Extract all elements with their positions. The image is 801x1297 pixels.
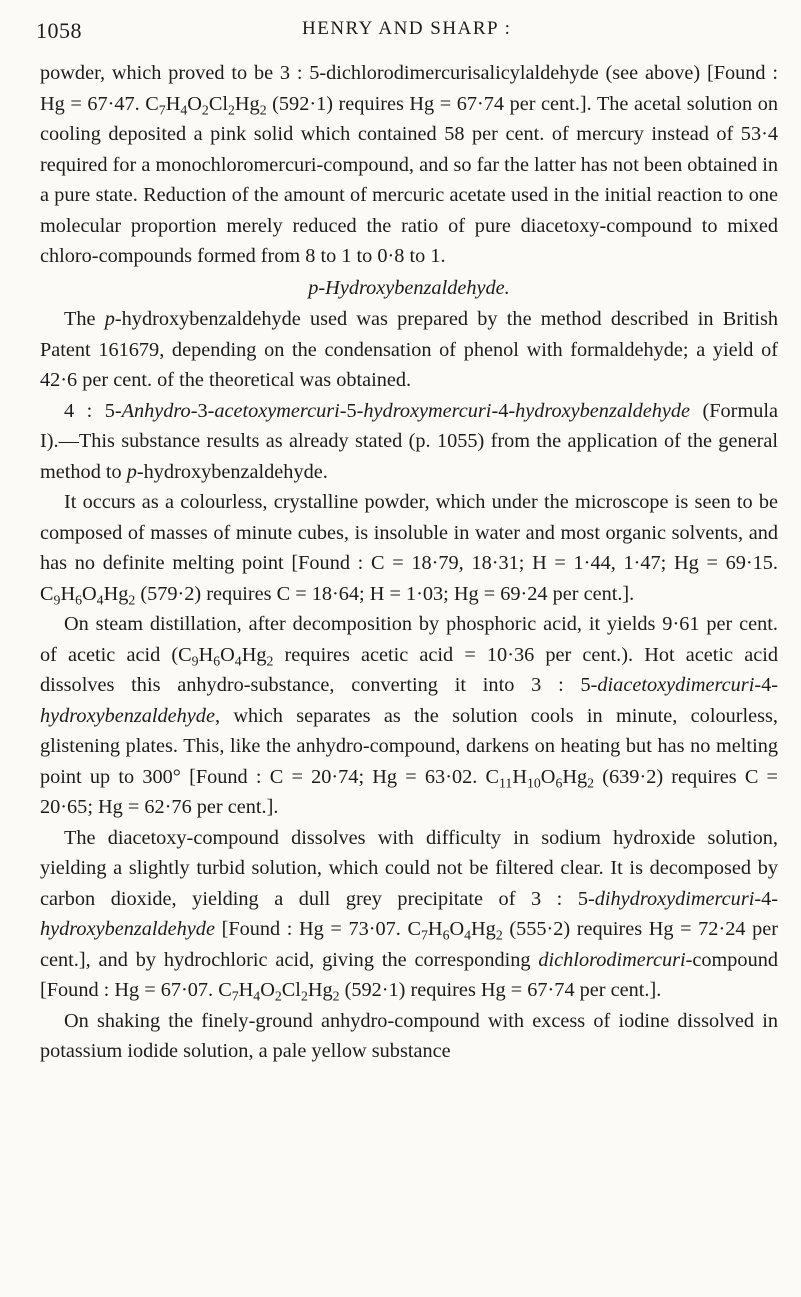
text-run: -4- bbox=[491, 399, 516, 422]
text-run: O bbox=[220, 643, 235, 666]
text-run: The diacetoxy-compound dissolves with difficulty in sodium hydroxide solution, yielding a slightly turbid solution, which could not be filtered clear. It is decomposed by carbon dioxide, yielding a dull grey precipitate of 3 : 5- bbox=[40, 826, 778, 910]
subscript: 10 bbox=[527, 774, 541, 790]
text-run: O bbox=[187, 92, 202, 115]
subscript: 2 bbox=[201, 101, 209, 117]
subscript: 7 bbox=[421, 927, 428, 943]
italic-run: dihydroxydimercuri bbox=[594, 887, 755, 910]
italic-run: p bbox=[126, 460, 137, 483]
text-run: (639·2) requires C = 20·65; Hg = 62·76 per cent.]. bbox=[40, 765, 778, 818]
text-run: (Formula I).—This substance results as already stated (p. 1055) from the application of the general method to bbox=[40, 399, 778, 483]
italic-run: hydroxybenzaldehyde bbox=[40, 918, 215, 940]
subscript: 7 bbox=[231, 988, 239, 1004]
text-run: -5- bbox=[339, 399, 364, 422]
subscript: 4 bbox=[253, 988, 261, 1004]
paragraph-sodium-hydroxide bbox=[40, 823, 778, 1006]
paragraph-preparation bbox=[40, 304, 778, 396]
subscript: 9 bbox=[191, 652, 199, 668]
subscript: 2 bbox=[587, 774, 595, 790]
text-run: O bbox=[260, 979, 275, 1001]
page-number: 1058 bbox=[36, 18, 82, 43]
text-run: The bbox=[64, 308, 105, 330]
subscript: 6 bbox=[555, 774, 563, 790]
text-run: -4- bbox=[754, 674, 778, 696]
italic-run: p bbox=[104, 308, 115, 330]
subscript: 2 bbox=[266, 652, 274, 668]
subscript: 7 bbox=[158, 101, 166, 117]
subscript: 6 bbox=[75, 591, 82, 607]
text-run: -3- bbox=[190, 399, 215, 422]
subscript: 2 bbox=[274, 988, 282, 1004]
running-title: HENRY AND SHARP : bbox=[302, 18, 512, 39]
italic-run: diacetoxydimercuri bbox=[597, 674, 755, 696]
text-run: H bbox=[512, 765, 527, 788]
text-run: (555·2) requires Hg = 72·24 per cent.], and by hydrochloric acid, giving the corresponding bbox=[40, 918, 778, 971]
subscript: 11 bbox=[499, 774, 513, 790]
italic-run: hydroxybenzaldehyde bbox=[515, 399, 691, 422]
text-run: H bbox=[198, 643, 214, 666]
article-body bbox=[40, 58, 778, 1067]
italic-run: dichlorodimercuri bbox=[538, 948, 686, 971]
italic-run: p-Hydroxybenzaldehyde. bbox=[308, 276, 510, 299]
text-run: Hg bbox=[562, 765, 588, 788]
text-run: Hg bbox=[307, 979, 333, 1001]
paragraph-steam-distillation bbox=[40, 609, 778, 823]
subscript: 6 bbox=[213, 652, 221, 668]
text-run: Cl bbox=[208, 92, 228, 115]
subscript: 2 bbox=[332, 988, 340, 1004]
text-run: Cl bbox=[281, 979, 301, 1001]
subscript: 9 bbox=[53, 591, 61, 607]
text-run: 4 : 5- bbox=[64, 399, 122, 422]
subscript: 2 bbox=[259, 101, 267, 117]
text-run: [Found : Hg = 73·07. C bbox=[214, 918, 421, 940]
text-run: Hg bbox=[234, 92, 260, 115]
paragraph-anhydro-compound bbox=[40, 396, 778, 488]
subscript: 4 bbox=[180, 101, 188, 117]
subscript: 2 bbox=[128, 591, 136, 607]
text-run: -compound [Found : Hg = 67·07. C bbox=[40, 948, 778, 1001]
subscript: 6 bbox=[442, 927, 450, 943]
text-run: H bbox=[238, 979, 254, 1001]
text-run: (592·1) requires Hg = 67·74 per cent.]. bbox=[339, 979, 662, 1001]
page-header bbox=[36, 12, 776, 48]
subscript: 2 bbox=[495, 927, 503, 943]
text-run: H bbox=[165, 92, 181, 115]
text-run: On shaking the finely-ground anhydro-compound with excess of iodine dissolved in potassium iodide solution, a pale yellow substance bbox=[40, 1009, 778, 1062]
text-run: , which separates as the solution cools in minute, colourless, glistening plates. This, like the anhydro-compound, darkens on heating but has no melting point up to 300° [Found : C = 20·74; Hg = 63·02. C bbox=[40, 704, 778, 788]
text-run: H bbox=[427, 918, 443, 940]
text-run: H bbox=[60, 582, 76, 605]
italic-run: acetoxymercuri bbox=[214, 399, 340, 422]
text-run: requires acetic acid = 10·36 per cent.). Hot acetic acid dissolves this anhydro-substance, converting it into 3 : 5- bbox=[40, 643, 778, 696]
text-run: It occurs as a colourless, crystalline powder, which under the microscope is seen to be composed of masses of minute cubes, is insoluble in water and most organic solvents, and has no definite melting point [Found : C = 18·79, 18·31; H = 1·44, 1·47; Hg = 69·15. C bbox=[40, 491, 778, 605]
text-run: (592·1) requires Hg = 67·74 per cent.]. The acetal solution on cooling deposited a pink solid which contained 58 per cent. of mercury instead of 53·4 required for a monochloromercuri-compound, and so far the latter has not been obtained in a pure state. Reduction of the amount of mercuric acetate used in the initial reaction to one molecular proportion merely reduced the ratio of pure diacetoxy-compound to mixed chloro-compounds formed from 8 to 1 to 0·8 to 1. bbox=[40, 92, 778, 267]
subscript: 2 bbox=[228, 101, 235, 117]
text-run: O bbox=[82, 582, 97, 605]
text-run: Hg bbox=[103, 582, 129, 605]
text-run: O bbox=[449, 918, 465, 940]
text-run: -4- bbox=[754, 887, 778, 910]
paragraph-carryover bbox=[40, 58, 778, 272]
text-run: -hydroxybenzaldehyde used was prepared by the method described in British Patent 161679, depending on the condensation of phenol with formaldehyde; a yield of 42·6 per cent. of the theoretical was obtained. bbox=[40, 308, 779, 391]
subscript: 2 bbox=[300, 988, 308, 1004]
italic-run: Anhydro bbox=[121, 399, 191, 422]
section-heading bbox=[40, 273, 778, 304]
text-run: (579·2) requires C = 18·64; H = 1·03; Hg = 69·24 per cent.]. bbox=[135, 582, 635, 605]
text-run: On steam distillation, after decomposition by phosphoric acid, it yields 9·61 per cent. of acetic acid (C bbox=[40, 613, 778, 666]
subscript: 4 bbox=[96, 591, 104, 607]
subscript: 4 bbox=[234, 652, 242, 668]
subscript: 4 bbox=[464, 927, 472, 943]
italic-run: hydroxymercuri bbox=[363, 399, 492, 422]
text-run: -hydroxybenzaldehyde. bbox=[136, 460, 328, 483]
italic-run: hydroxybenzaldehyde bbox=[40, 704, 215, 727]
text-run: powder, which proved to be 3 : 5-dichlorodimercurisalicylaldehyde (see above) [Found : Hg = 67·47. C bbox=[40, 62, 778, 115]
paragraph-properties bbox=[40, 487, 778, 609]
text-run: Hg bbox=[471, 918, 496, 940]
text-run: Hg bbox=[241, 643, 267, 666]
paragraph-iodine bbox=[40, 1006, 778, 1067]
text-run: O bbox=[540, 765, 556, 788]
